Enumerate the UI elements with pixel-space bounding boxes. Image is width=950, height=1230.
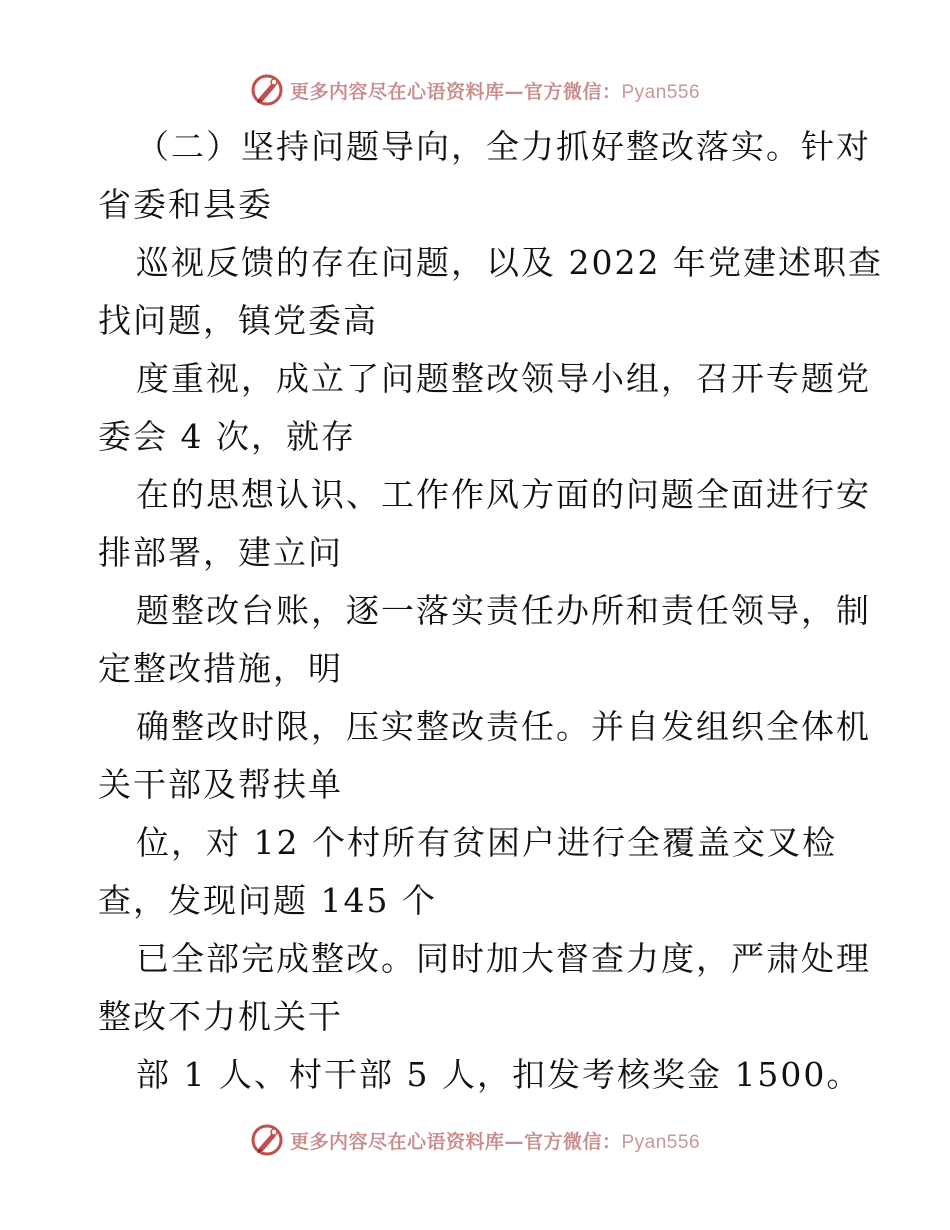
watermark-text: 更多内容尽在心语资料库—官方微信：Pyan556 (289, 80, 701, 103)
watermark-wechat-id: Pyan556 (621, 81, 701, 103)
text-line: 位，对 12 个村所有贫困户进行全覆盖交叉检 (136, 823, 837, 862)
document-body (98, 118, 883, 1104)
text-line: 部 1 人、村干部 5 人，扣发考核奖金 1500。 (136, 1055, 862, 1094)
text-line: 查，发现问题 145 个 (98, 881, 437, 920)
pen-logo-icon (250, 1123, 284, 1157)
text-line: 确整改时限，压实整改责任。并自发组织全体机 (136, 707, 871, 746)
pen-logo-icon (250, 73, 284, 107)
text-line: 题整改台账，逐一落实责任办所和责任领导，制 (136, 591, 871, 630)
text-line: 省委和县委 (98, 185, 273, 224)
text-line: 整改不力机关干 (98, 997, 343, 1036)
footer-watermark (0, 1120, 950, 1160)
header-watermark (0, 70, 950, 110)
text-line: 巡视反馈的存在问题，以及 2022 年党建述职查 (136, 243, 883, 282)
text-line: 委会 4 次，就存 (98, 417, 356, 456)
text-line: 找问题，镇党委高 (98, 301, 378, 340)
text-line: 定整改措施，明 (98, 649, 343, 688)
text-line: 关干部及帮扶单 (98, 765, 343, 804)
text-line: 已全部完成整改。同时加大督查力度，严肃处理 (136, 939, 871, 978)
text-line: 度重视，成立了问题整改领导小组，召开专题党 (136, 359, 871, 398)
watermark-text: 更多内容尽在心语资料库—官方微信：Pyan556 (289, 1130, 701, 1153)
text-line: （二）坚持问题导向，全力抓好整改落实。针对 (136, 127, 871, 166)
watermark-wechat-id: Pyan556 (621, 1131, 701, 1153)
text-line: 排部署，建立问 (98, 533, 343, 572)
text-line: 在的思想认识、工作作风方面的问题全面进行安 (136, 475, 871, 514)
